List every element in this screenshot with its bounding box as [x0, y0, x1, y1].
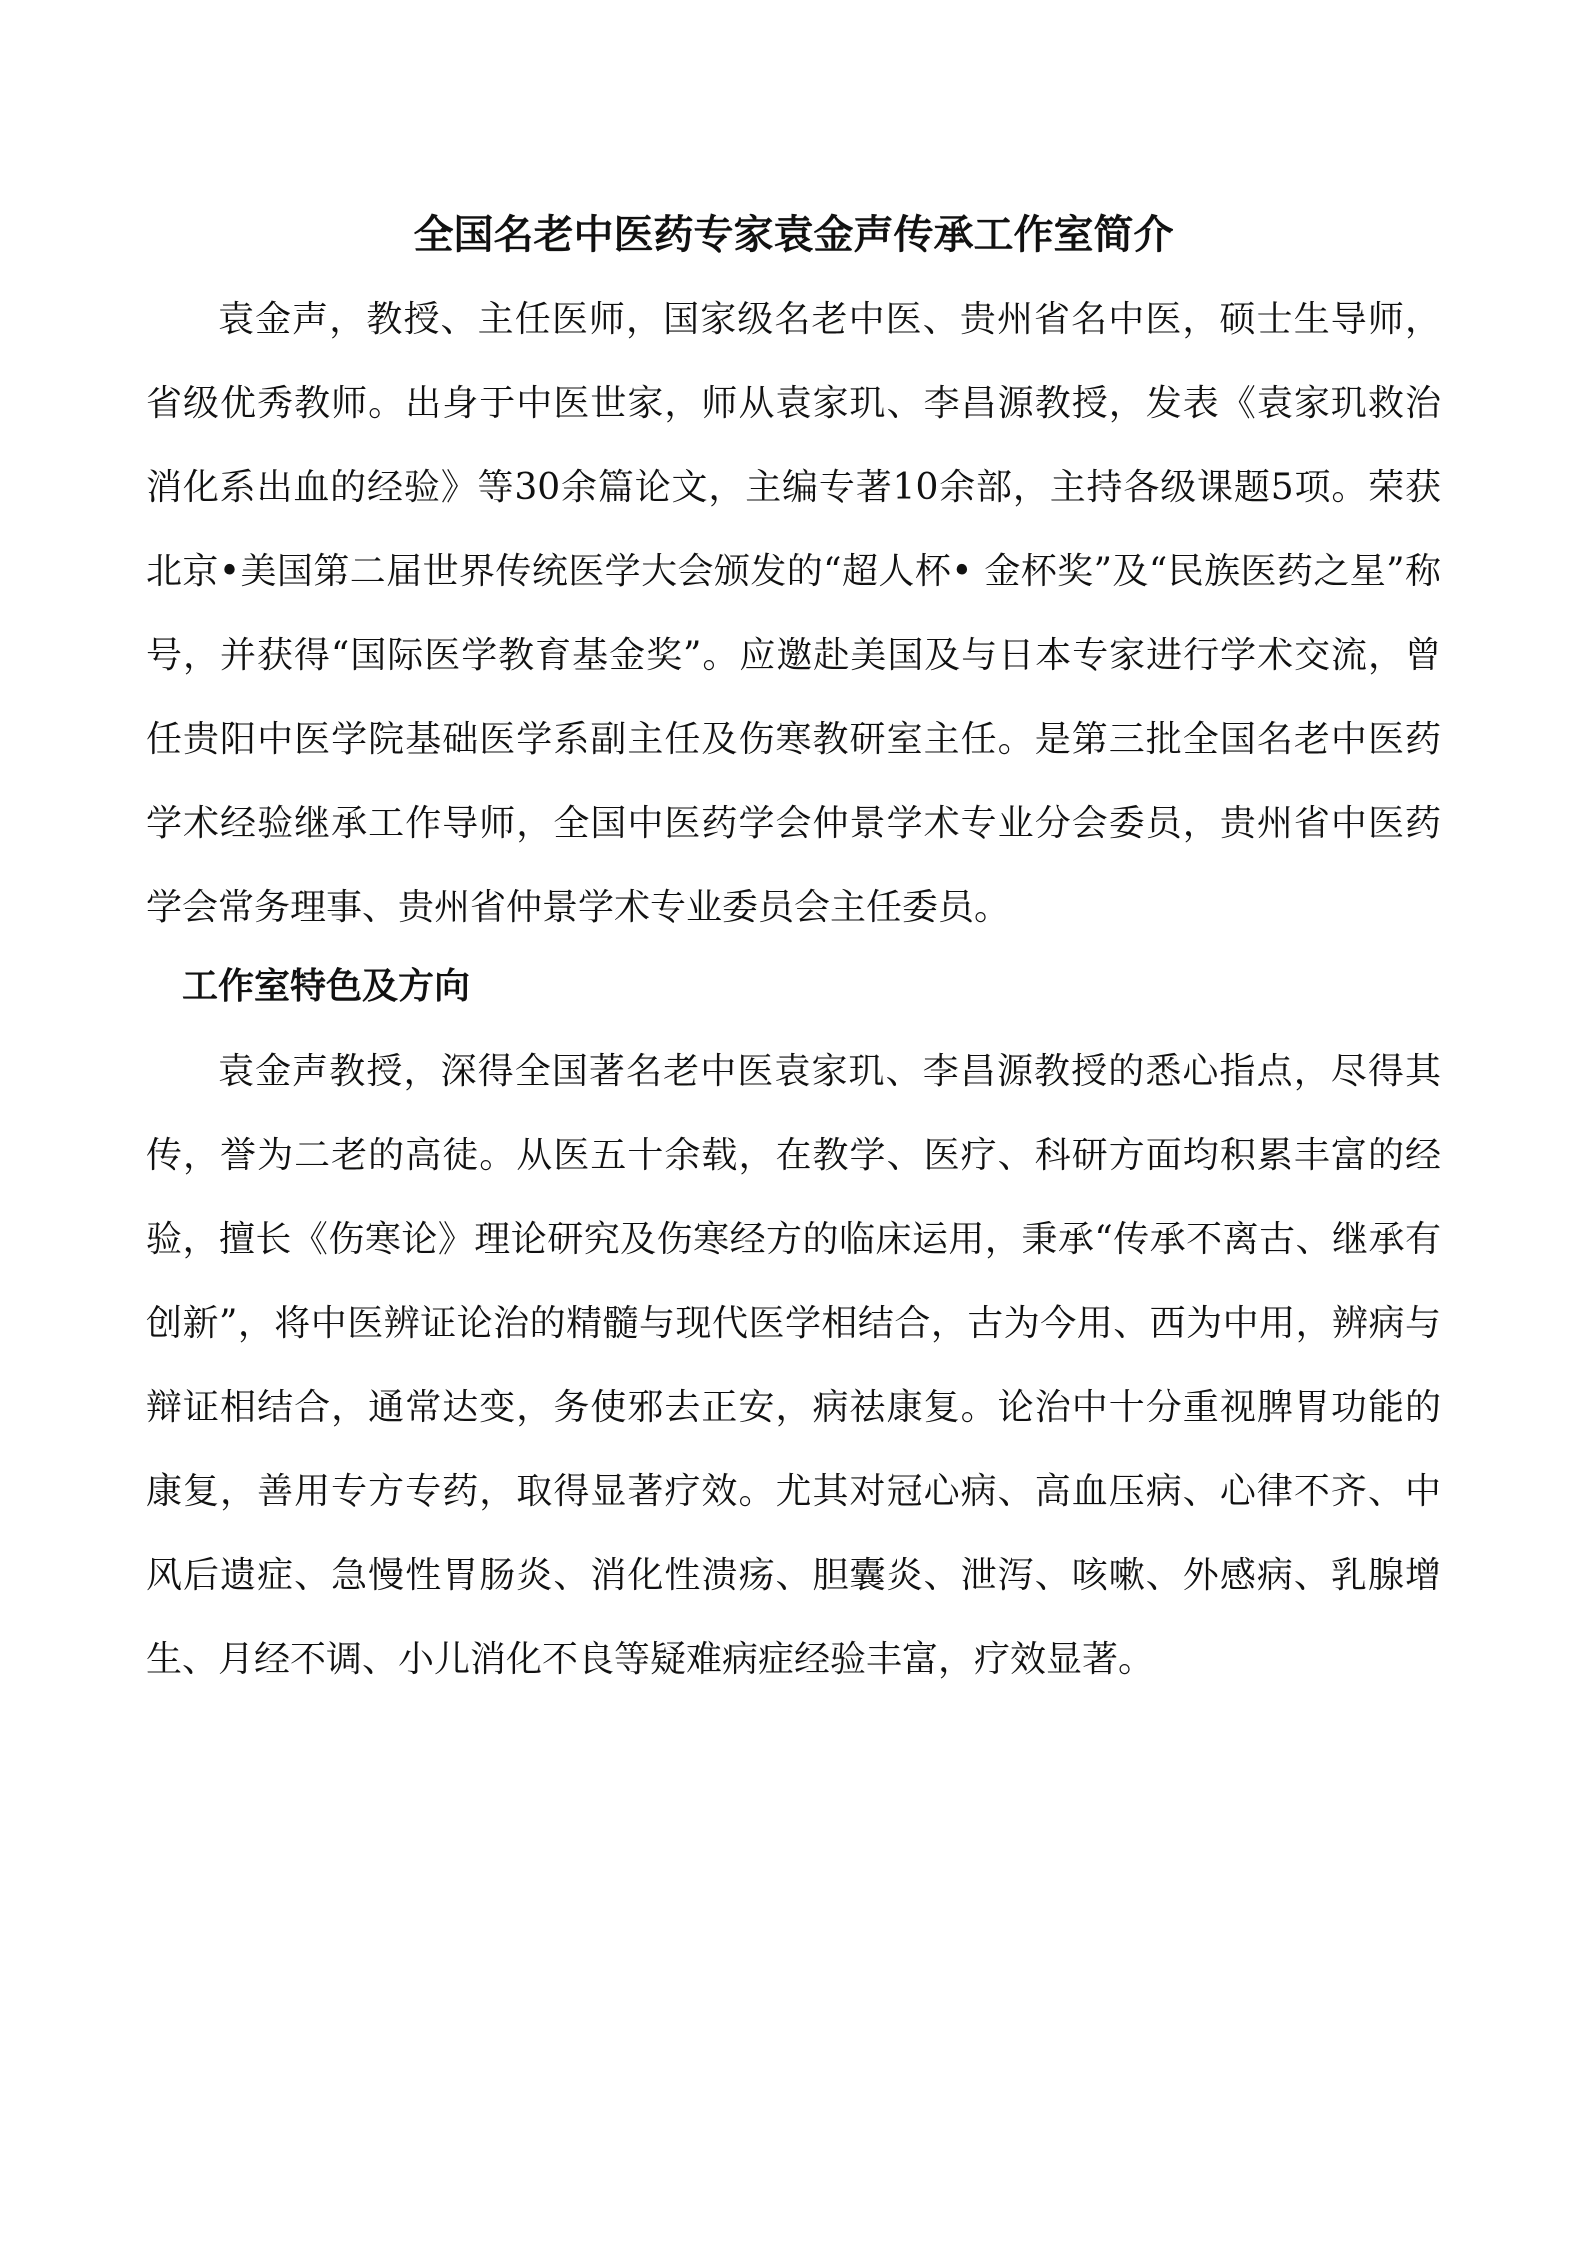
document-title: 全国名老中医药专家袁金声传承工作室简介 — [413, 211, 1174, 258]
intro-paragraph: 袁金声，教授、主任医师，国家级名老中医、贵州省名中医，硕士生导师，省级优秀教师。出身于中医世家，师从袁家玑、李昌源教授，发表《袁家玑救治消化系出血的经验》等30余篇论文，主编专著10余部，主持各级课题5项。荣获北京•美国第二届世界传统医学大会颁发的“超人杯• 金杯奖”及“民族医药之星”称号，并获得“国际医学教育基金奖”。应邀赴美国及与日本专家进行学术交流，曾任贵阳中医学院基础医学系副主任及伤寒教研室主任。是第三批全国名老中医药学术经验继承工作导师，全国中医药学会仲景学术专业分会委员，贵州省中医药学会常务理事、贵州省仲景学术专业委员会主任委员。 — [146, 299, 1441, 928]
intro-section — [146, 278, 1441, 950]
features-section — [146, 1030, 1441, 1702]
section-heading: 工作室特色及方向 — [182, 965, 471, 1007]
features-paragraph: 袁金声教授，深得全国著名老中医袁家玑、李昌源教授的悉心指点，尽得其传，誉为二老的高徒。从医五十余载，在教学、医疗、科研方面均积累丰富的经验，擅长《伤寒论》理论研究及伤寒经方的临床运用，秉承“传承不离古、继承有创新”，将中医辨证论治的精髓与现代医学相结合，古为今用、西为中用，辨病与辩证相结合，通常达变，务使邪去正安，病祛康复。论治中十分重视脾胃功能的康复，善用专方专药，取得显著疗效。尤其对冠心病、高血压病、心律不齐、中风后遗症、急慢性胃肠炎、消化性溃疡、胆囊炎、泄泻、咳嗽、外感病、乳腺增生、月经不调、小儿消化不良等疑难病症经验丰富，疗效显著。 — [146, 1051, 1441, 1680]
